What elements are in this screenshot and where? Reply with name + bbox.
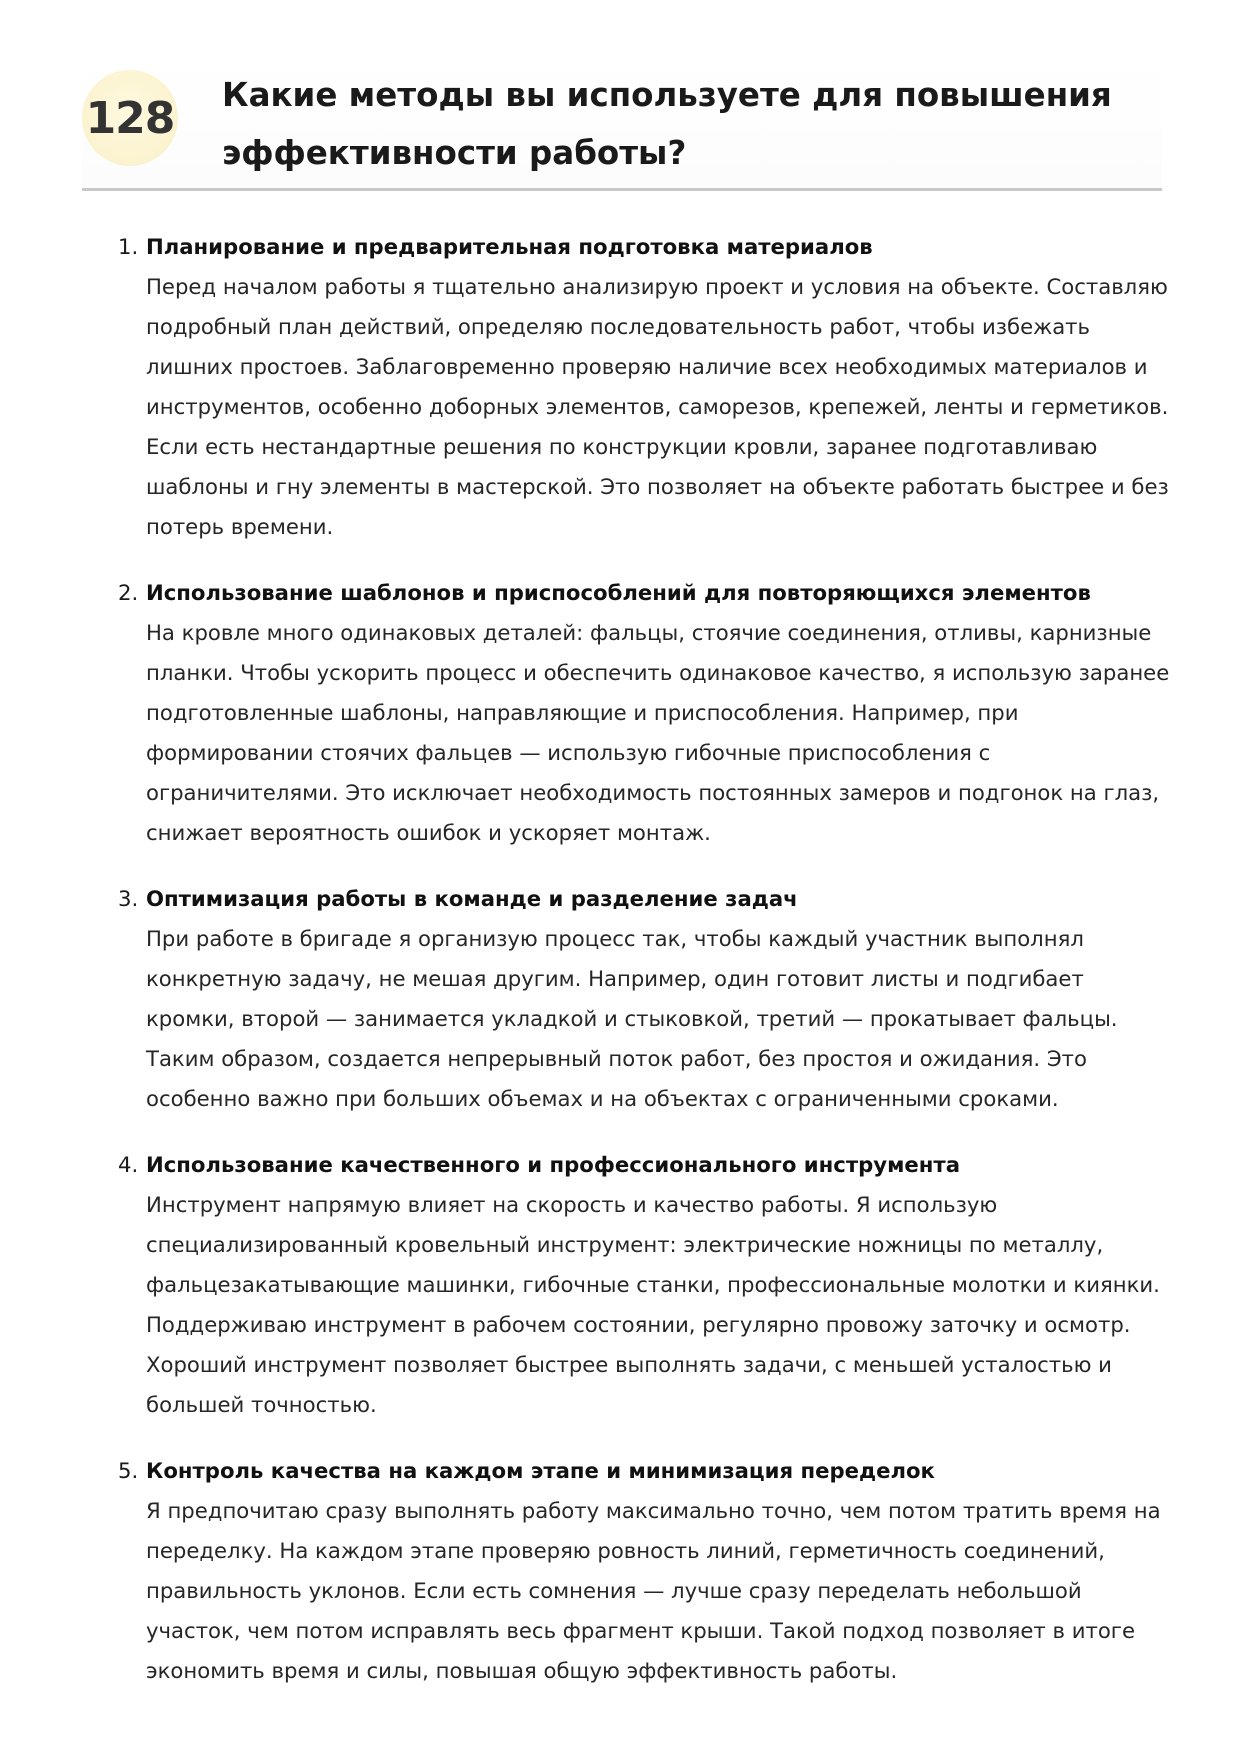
item-number: 1. [118,234,139,259]
item-title: Использование шаблонов и приспособлений для повторяющихся элементов [146,580,1091,605]
list-item [118,879,1170,1119]
item-body: Я предпочитаю сразу выполнять работу максимально точно, чем потом тратить время на переделку. На каждом этапе проверяю ровность линий, герметичность соединений, правильность уклонов. Если есть сомнения — лучше сразу переделать небольшой участок, чем потом исправлять весь фрагмент крыши. Такой подход позволяет в итоге экономить время и силы, повышая общую эффективность работы. [146,1498,1161,1683]
item-title: Контроль качества на каждом этапе и минимизация переделок [146,1458,935,1483]
item-body: Перед началом работы я тщательно анализирую проект и условия на объекте. Составляю подробный план действий, определяю последовательность работ, чтобы избежать лишних простоев. Заблаговременно проверяю наличие всех необходимых материалов и инструментов, особенно доборных элементов, саморезов, крепежей, ленты и герметиков. Если есть нестандартные решения по конструкции кровли, заранее подготавливаю шаблоны и гну элементы в мастерской. Это позволяет на объекте работать быстрее и без потерь времени. [146,274,1169,539]
item-body: При работе в бригаде я организую процесс так, чтобы каждый участник выполнял конкретную задачу, не мешая другим. Например, один готовит листы и подгибает кромки, второй — занимается укладкой и стыковкой, третий — прокатывает фальцы. Таким образом, создается непрерывный поток работ, без простоя и ожидания. Это особенно важно при больших объемах и на объектах с ограниченными сроками. [146,926,1118,1111]
question-title: Какие методы вы используете для повышения эффективности работы? [222,76,1112,172]
item-number: 5. [118,1458,139,1483]
list-item [118,573,1170,853]
item-body: На кровле много одинаковых деталей: фальцы, стоячие соединения, отливы, карнизные планки. Чтобы ускорить процесс и обеспечить одинаковое качество, я использую заранее подготовленные шаблоны, направляющие и приспособления. Например, при формировании стоячих фальцев — использую гибочные приспособления с ограничителями. Это исключает необходимость постоянных замеров и подгонок на глаз, снижает вероятность ошибок и ускоряет монтаж. [146,620,1170,845]
answer-list [118,227,1170,1691]
item-number: 2. [118,580,139,605]
question-header [82,60,1162,191]
question-number-badge: 128 [82,70,178,166]
list-item [118,1451,1170,1691]
item-number: 4. [118,1152,139,1177]
list-item [118,1145,1170,1425]
item-body: Инструмент напрямую влияет на скорость и качество работы. Я использую специализированный кровельный инструмент: электрические ножницы по металлу, фальцезакатывающие машинки, гибочные станки, профессиональные молотки и киянки. Поддерживаю инструмент в рабочем состоянии, регулярно провожу заточку и осмотр. Хороший инструмент позволяет быстрее выполнять задачи, с меньшей усталостью и большей точностью. [146,1192,1160,1417]
list-item [118,227,1170,547]
item-number: 3. [118,886,139,911]
item-title: Использование качественного и профессионального инструмента [146,1152,961,1177]
item-title: Оптимизация работы в команде и разделение задач [146,886,798,911]
item-title: Планирование и предварительная подготовка материалов [146,234,873,259]
